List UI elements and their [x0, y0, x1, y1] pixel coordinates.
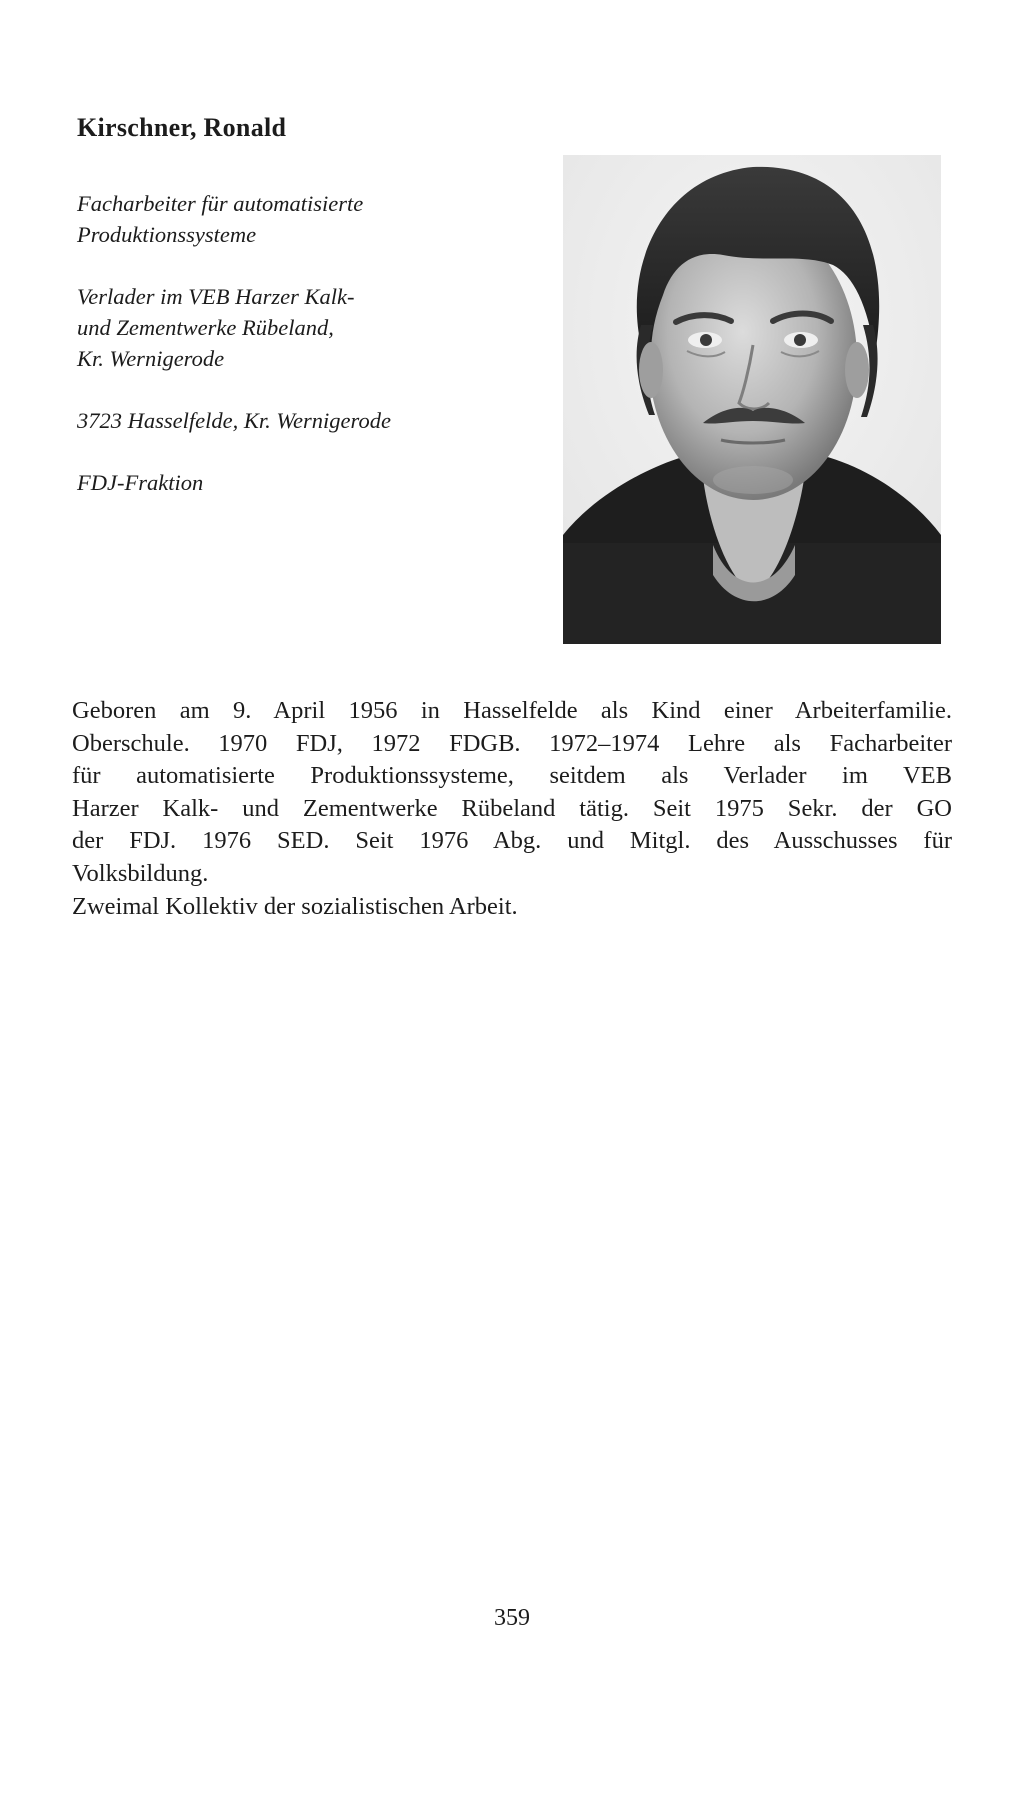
biography [72, 695, 952, 923]
biography-line: Harzer Kalk- und Zementwerke Rübeland tätig. Seit 1975 Sekr. der GO [72, 794, 952, 822]
portrait-photo [563, 155, 941, 644]
profession: Facharbeiter für automatisierte Produktionssysteme [77, 191, 364, 247]
biography-line: Oberschule. 1970 FDJ, 1972 FDGB. 1972–1974 Lehre als Facharbeiter [72, 729, 952, 757]
biography-line: für automatisierte Produktionssysteme, seitdem als Verlader im VEB [72, 762, 952, 790]
entry-name: Kirschner, Ronald [77, 113, 287, 142]
address: 3723 Hasselfelde, Kr. Wernigerode [77, 408, 391, 433]
workplace: Verlader im VEB Harzer Kalk- und Zementwerke Rübeland, Kr. Wernigerode [77, 284, 355, 371]
entry-details [77, 188, 497, 529]
biography-line: Volksbildung. [72, 859, 209, 887]
person-photo-icon [563, 155, 941, 644]
page-number: 359 [494, 1605, 530, 1631]
biography-line: Zweimal Kollektiv der sozialistischen Arbeit. [72, 892, 518, 920]
faction: FDJ-Fraktion [77, 470, 204, 495]
biography-line: der FDJ. 1976 SED. Seit 1976 Abg. und Mitgl. des Ausschusses für [72, 827, 952, 855]
biography-line: Geboren am 9. April 1956 in Hasselfelde als Kind einer Arbeiterfamilie. [72, 697, 952, 724]
